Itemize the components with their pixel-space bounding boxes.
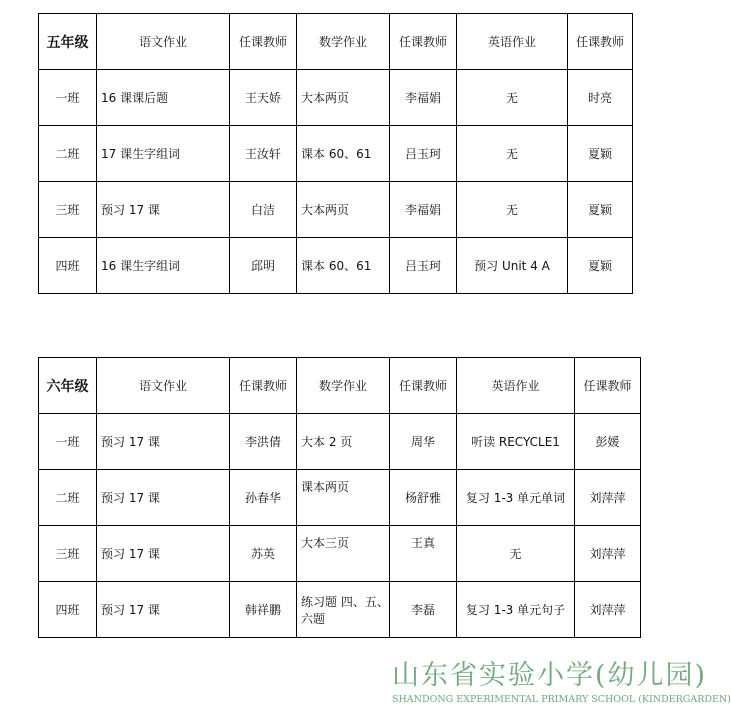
class-cell: 三班	[39, 182, 97, 238]
math-teacher-cell: 吕玉珂	[390, 126, 457, 182]
table-header-row	[39, 14, 633, 70]
english-homework-cell: 无	[457, 526, 575, 582]
table-header-row	[39, 358, 641, 414]
chinese-teacher-cell: 孙春华	[230, 470, 297, 526]
math-teacher-cell: 杨舒雅	[390, 470, 457, 526]
table-row	[39, 414, 641, 470]
english-homework-cell: 无	[457, 182, 568, 238]
class-cell: 一班	[39, 70, 97, 126]
column-header: 任课教师	[230, 358, 297, 414]
chinese-teacher-cell: 李洪倩	[230, 414, 297, 470]
column-header: 任课教师	[230, 14, 297, 70]
column-header: 任课教师	[390, 14, 457, 70]
column-header: 英语作业	[457, 14, 568, 70]
english-homework-cell: 听读 RECYCLE1	[457, 414, 575, 470]
chinese-homework-cell: 17 课生字组词	[97, 126, 230, 182]
english-teacher-cell: 彭媛	[575, 414, 641, 470]
chinese-homework-cell: 预习 17 课	[97, 470, 230, 526]
chinese-teacher-cell: 邱明	[230, 238, 297, 294]
table-row	[39, 182, 633, 238]
math-teacher-cell: 周华	[390, 414, 457, 470]
english-homework-cell: 复习 1-3 单元单词	[457, 470, 575, 526]
school-logo	[392, 660, 731, 706]
chinese-homework-cell: 预习 17 课	[97, 182, 230, 238]
chinese-homework-cell: 16 课生字组词	[97, 238, 230, 294]
school-name-cn: 山东省实验小学(幼儿园)	[392, 660, 708, 691]
grade-label: 六年级	[39, 358, 97, 414]
english-teacher-cell: 夏颖	[568, 238, 633, 294]
table-row	[39, 126, 633, 182]
chinese-teacher-cell: 王汝轩	[230, 126, 297, 182]
english-homework-cell: 复习 1-3 单元句子	[457, 582, 575, 638]
chinese-homework-cell: 预习 17 课	[97, 582, 230, 638]
column-header: 任课教师	[390, 358, 457, 414]
english-teacher-cell: 夏颖	[568, 182, 633, 238]
chinese-homework-cell: 预习 17 课	[97, 526, 230, 582]
table-row	[39, 70, 633, 126]
class-cell: 一班	[39, 414, 97, 470]
class-cell: 四班	[39, 582, 97, 638]
chinese-teacher-cell: 王天娇	[230, 70, 297, 126]
math-teacher-cell: 李磊	[390, 582, 457, 638]
math-homework-cell: 大本两页	[297, 70, 390, 126]
math-homework-cell: 大本 2 页	[297, 414, 390, 470]
column-header: 任课教师	[568, 14, 633, 70]
table-row	[39, 582, 641, 638]
math-teacher-cell: 王真	[390, 526, 457, 582]
math-homework-cell: 大本两页	[297, 182, 390, 238]
table-row	[39, 470, 641, 526]
chinese-teacher-cell: 韩祥鹏	[230, 582, 297, 638]
column-header: 任课教师	[575, 358, 641, 414]
class-cell: 二班	[39, 126, 97, 182]
math-teacher-cell: 吕玉珂	[390, 238, 457, 294]
column-header: 英语作业	[457, 358, 575, 414]
math-homework-cell: 课本 60、61	[297, 126, 390, 182]
chinese-teacher-cell: 白洁	[230, 182, 297, 238]
table-row	[39, 238, 633, 294]
math-homework-cell: 课本两页	[297, 470, 390, 526]
english-teacher-cell: 刘萍萍	[575, 582, 641, 638]
grade-6-homework-table	[38, 357, 641, 638]
column-header: 数学作业	[297, 14, 390, 70]
english-homework-cell: 预习 Unit 4 A	[457, 238, 568, 294]
math-homework-cell: 练习题 四、五、六题	[297, 582, 390, 638]
english-teacher-cell: 刘萍萍	[575, 526, 641, 582]
column-header: 语文作业	[97, 358, 230, 414]
class-cell: 三班	[39, 526, 97, 582]
english-teacher-cell: 刘萍萍	[575, 470, 641, 526]
english-teacher-cell: 时亮	[568, 70, 633, 126]
class-cell: 二班	[39, 470, 97, 526]
column-header: 语文作业	[97, 14, 230, 70]
chinese-homework-cell: 预习 17 课	[97, 414, 230, 470]
table-row	[39, 526, 641, 582]
grade-5-homework-table	[38, 13, 633, 294]
english-homework-cell: 无	[457, 126, 568, 182]
column-header: 数学作业	[297, 358, 390, 414]
english-teacher-cell: 夏颖	[568, 126, 633, 182]
math-homework-cell: 课本 60、61	[297, 238, 390, 294]
english-homework-cell: 无	[457, 70, 568, 126]
chinese-teacher-cell: 苏英	[230, 526, 297, 582]
math-teacher-cell: 李福娟	[390, 182, 457, 238]
math-teacher-cell: 李福娟	[390, 70, 457, 126]
grade-label: 五年级	[39, 14, 97, 70]
chinese-homework-cell: 16 课课后题	[97, 70, 230, 126]
school-name-en: SHANDONG EXPERIMENTAL PRIMARY SCHOOL (KINDERGARDEN)	[392, 694, 731, 705]
class-cell: 四班	[39, 238, 97, 294]
math-homework-cell: 大本三页	[297, 526, 390, 582]
